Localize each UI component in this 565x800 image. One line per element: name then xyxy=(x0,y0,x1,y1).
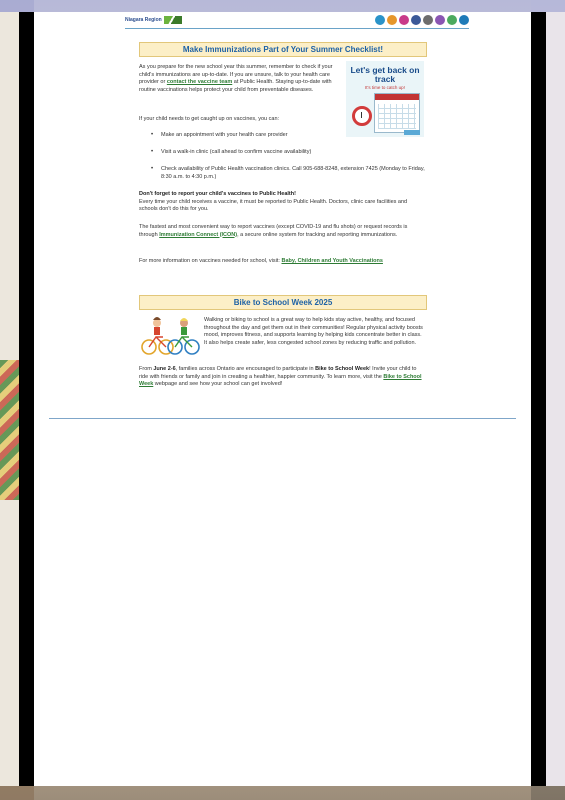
facebook-icon[interactable] xyxy=(411,15,421,25)
tiktok-icon[interactable] xyxy=(423,15,433,25)
niagara-region-logo[interactable] xyxy=(125,16,182,24)
instagram-icon[interactable] xyxy=(399,15,409,25)
bike-paragraph-1: Walking or biking to school is a great way to help kids stay active, healthy, and focused throughout the day and get them out in their communities! Regular physical activity boosts mood, improves fitness, and supports learning by helping kids concentrate better in class. It also helps create safer, less congested school zones by reducing traffic and pollution. xyxy=(204,317,423,346)
youtube-icon[interactable] xyxy=(435,15,445,25)
bike-to-school-link[interactable]: Bike to School Week xyxy=(139,373,422,388)
back-on-track-promo-image[interactable] xyxy=(346,61,424,137)
calendar-icon xyxy=(374,93,420,133)
email-header xyxy=(125,12,469,28)
report-heading: Don't forget to report your child's vaccines to Public Health! xyxy=(139,191,296,197)
promo-heading: Let's get back on track xyxy=(350,65,420,84)
bullet-item-2: Visit a walk-in clinic (call ahead to confirm vaccine availability) xyxy=(161,149,312,155)
bike-to-school-illustration xyxy=(139,312,201,356)
report-text: Every time your child receives a vaccine, it must be reported to Public Health. Doctors, clinic care facilities and schools don't do this for you. xyxy=(139,198,408,213)
logo-mark xyxy=(164,16,182,24)
newsletter-icon[interactable] xyxy=(387,15,397,25)
footer-divider xyxy=(49,418,516,419)
bullet-marker: • xyxy=(151,149,154,155)
bike-paragraph-2: From June 2-6, families across Ontario are encouraged to participate in Bike to School Week! Invite your child to ride with friends or family and join in creating a healthier, happier community. To learn more, visit the Bike to School Week webpage and see how your school can get involved! xyxy=(139,366,422,388)
icon-link[interactable]: Immunization Connect (ICON) xyxy=(159,231,238,238)
social-icons xyxy=(375,15,469,25)
bullet-marker: • xyxy=(151,166,154,172)
vaccinations-link[interactable]: Baby, Children and Youth Vaccinations xyxy=(281,258,383,264)
immunization-intro: As you prepare for the new school year this summer, remember to check if your child's immunizations are up-to-date. If you are unsure, talk to your health care provider or contact the vaccine team at Public Health. Staying up-to-date with routine vaccinations helps protect your child from preventable diseases. xyxy=(139,64,333,93)
linkedin-icon[interactable] xyxy=(459,15,469,25)
report-section xyxy=(139,191,425,214)
contact-vaccine-team-link[interactable]: contact the vaccine team xyxy=(166,79,233,86)
clock-icon xyxy=(352,106,372,126)
bike-heading: Bike to School Week 2025 xyxy=(139,295,427,310)
bullet-marker: • xyxy=(151,132,154,138)
email-icon[interactable] xyxy=(375,15,385,25)
email-body xyxy=(34,12,531,786)
immunization-heading: Make Immunizations Part of Your Summer Checklist! xyxy=(139,42,427,57)
caught-up-intro: If your child needs to get caught up on vaccines, you can: xyxy=(139,116,280,122)
more-info: For more information on vaccines needed for school, visit: Baby, Children and Youth Vaccinations xyxy=(139,258,383,264)
bullet-item-1: Make an appointment with your health care provider xyxy=(161,132,288,138)
header-divider xyxy=(125,28,469,29)
logo-text: Niagara Region xyxy=(125,17,162,23)
promo-subheading: It's time to catch up! xyxy=(365,85,405,90)
report-fastest: The fastest and most convenient way to report vaccines (except COVID-19 and flu shots) or request records is through Immunization Connect (ICON), a secure online system for tracking and reporting immunizations. xyxy=(139,224,408,238)
bullet-item-3: Check availability of Public Health vaccination clinics. Call 905-688-8248, extension 7425 (Monday to Friday, 8:30 a.m. to 4:30 p.m.) xyxy=(161,166,425,180)
print-icon[interactable] xyxy=(447,15,457,25)
